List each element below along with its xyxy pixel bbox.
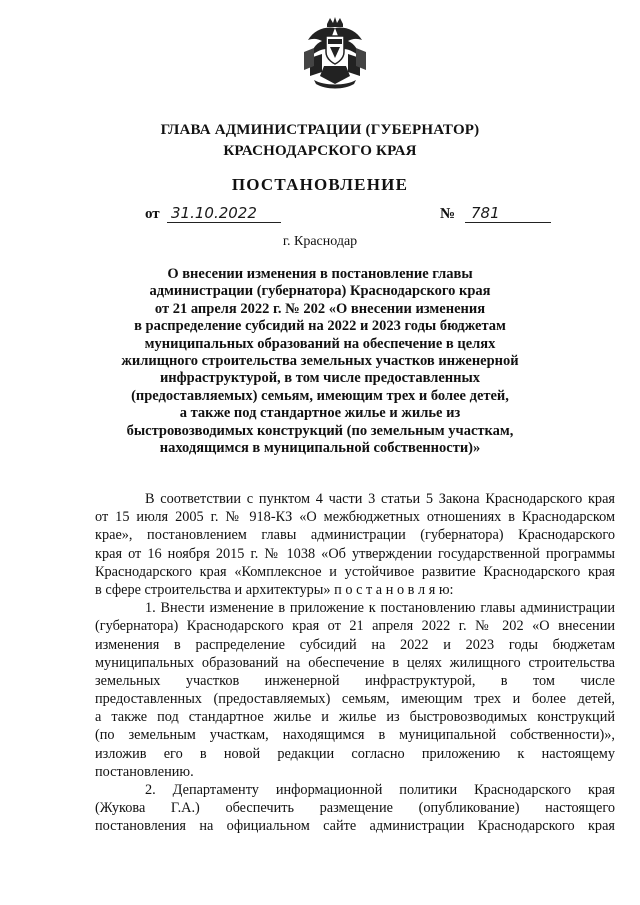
issuing-authority: [0, 120, 640, 162]
heading-line: от 21 апреля 2022 г. № 202 «О внесении изменения: [154, 300, 486, 317]
body-text-line: (по земельным участкам, находящимся в муниципальной собственности)»,: [95, 727, 615, 744]
number-value-handwritten: 781: [465, 204, 551, 223]
heading-line: О внесении изменения в постановление главы: [167, 266, 473, 282]
body-text-line: предоставленных (предоставляемых) семьям, имеющим трех и более детей,: [95, 691, 615, 708]
heading-line: администрации (губернатора) Краснодарского края: [149, 283, 491, 300]
date-number-row: [145, 204, 545, 226]
heading-line: а также под стандартное жилье и жилье из: [179, 405, 461, 422]
body-text-line: (губернатора) Краснодарского края от 21 апреля 2022 г. № 202 «О внесении: [95, 618, 615, 635]
heading-line: находящимся в муниципальной собственности)»: [159, 440, 481, 457]
body-text-line: изменения в распределение субсидий на 2022 и 2023 годы бюджетам: [95, 636, 615, 653]
heading-line: быстровозводимых конструкций (по земельным участкам,: [126, 422, 514, 439]
document-type-title: ПОСТАНОВЛЕНИЕ: [231, 175, 409, 194]
body-text-line: края от 16 ноября 2015 г. № 1038 «Об утверждении государственной программы: [95, 545, 615, 562]
number-label: №: [440, 206, 456, 222]
body-text-line: крае», постановлением главы администрации (губернатора) Краснодарского: [95, 527, 615, 544]
heading-line: инфраструктурой, в том числе предоставленных: [159, 370, 481, 387]
body-text-line: земельных участков инженерной инфраструктурой, в том числе: [95, 672, 615, 689]
authority-line-2: КРАСНОДАРСКОГО КРАЯ: [223, 143, 417, 159]
body-text-line: Краснодарского края «Комплексное и устойчивое развитие Краснодарского края: [95, 563, 615, 580]
body-text-line: постановления на официальном сайте администрации Краснодарского края: [95, 818, 615, 835]
body-text-line: от 15 июля 2005 г. № 918-КЗ «О межбюджетных отношениях в Краснодарском: [95, 509, 615, 526]
heading-line: в распределение субсидий на 2022 и 2023 годы бюджетам: [134, 318, 506, 335]
body-text-line: в сфере строительства и архитектуры» п о с т а н о в л я ю:: [95, 581, 454, 598]
heading-line: (предоставляемых) семьям, имеющим трех и более детей,: [131, 387, 509, 404]
coat-of-arms-emblem: [300, 14, 370, 92]
body-text-line: а также под стандартное жилье и жилье из быстровозводимых конструкций: [95, 709, 615, 726]
body-text-line: постановлению.: [95, 763, 194, 780]
body-text-line: муниципальных образований на обеспечение в целях жилищного строительства: [95, 654, 615, 671]
heading-line: муниципальных образований на обеспечение в целях: [144, 335, 496, 352]
body-text-line: 2. Департаменту информационной политики Краснодарского края: [145, 782, 615, 798]
authority-line-1: ГЛАВА АДМИНИСТРАЦИИ (ГУБЕРНАТОР): [160, 122, 480, 138]
date-value-handwritten: 31.10.2022: [167, 204, 281, 223]
body-text-line: В соответствии с пунктом 4 части 3 статьи 5 Закона Краснодарского края: [145, 491, 615, 507]
resolution-heading: [0, 266, 640, 457]
body-text-line: изложив его в новой редакции согласно приложению к настоящему: [95, 745, 615, 762]
body-text-line: (Жукова Г.А.) обеспечить размещение (опубликование) настоящего: [95, 800, 615, 817]
city-name: г. Краснодар: [282, 234, 358, 249]
resolution-body: [95, 490, 615, 836]
body-text-line: 1. Внести изменение в приложение к постановлению главы администрации: [145, 600, 615, 617]
date-label: от: [145, 206, 160, 222]
heading-line: жилищного строительства земельных участков инженерной: [121, 353, 519, 370]
